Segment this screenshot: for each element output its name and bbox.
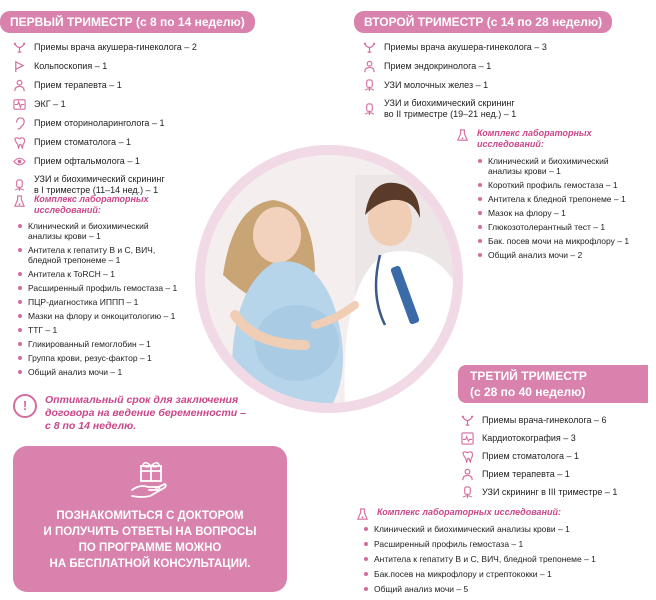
lab-item-label: Бак. посев мочи на микрофлору – 1 (488, 236, 630, 246)
lab-item (476, 222, 651, 232)
service-item (460, 450, 650, 463)
t1-services (12, 41, 242, 202)
lab-item-label: Антитела к гепатиту В и С, ВИЧ, (28, 245, 156, 255)
doctor-icon (460, 468, 474, 481)
tooth-icon (460, 450, 474, 463)
t1-title: ПЕРВЫЙ ТРИМЕСТР (с 8 по 14 неделю) (0, 11, 255, 33)
service-label: Кардиотокография – 3 (482, 433, 576, 443)
lab-item (476, 250, 651, 260)
cta-line-1: ПОЗНАКОМИТЬСЯ С ДОКТОРОМ (56, 510, 244, 522)
service-item (460, 414, 650, 427)
note-line-3: с 8 по 14 неделю. (45, 420, 137, 432)
t3-services (460, 414, 650, 504)
note-line-2: договора на ведение беременности – (45, 407, 246, 419)
lab-item (476, 156, 651, 176)
speculum-icon (12, 60, 26, 73)
t2-lab-title-2: исследований: (477, 139, 544, 149)
cta-line-2: И ПОЛУЧИТЬ ОТВЕТЫ НА ВОПРОСЫ (43, 526, 257, 538)
service-label: УЗИ молочных желез – 1 (384, 80, 489, 90)
service-item (12, 155, 242, 168)
service-item (12, 117, 242, 130)
service-label: Прием стоматолога – 1 (34, 137, 132, 147)
lab-item (16, 245, 216, 265)
consultation-photo (205, 155, 453, 403)
lab-item-label: Расширенный профиль гемостаза – 1 (28, 283, 178, 293)
t3-lab-list (362, 524, 652, 599)
service-item (460, 486, 650, 499)
lab-item (16, 221, 216, 241)
cta-line-4: НА БЕСПЛАТНОЙ КОНСУЛЬТАЦИИ. (49, 558, 251, 570)
lab-item-label: ПЦР-диагностика ИППП – 1 (28, 297, 139, 307)
lab-item (16, 311, 216, 321)
uterus-icon (12, 41, 26, 54)
service-label-line-2: во II триместре (19–21 нед.) – 1 (384, 109, 517, 119)
lab-item (476, 180, 651, 190)
service-label: Прием эндокринолога – 1 (384, 61, 492, 71)
t1-lab-list (16, 221, 216, 381)
lab-item-label-line-2: анализы крови – 1 (28, 231, 101, 241)
ultrasound-icon (460, 486, 474, 499)
t1-lab-heading (12, 194, 149, 216)
service-item (362, 79, 632, 92)
service-item (460, 468, 650, 481)
exclamation-icon: ! (13, 394, 37, 418)
lab-item (16, 297, 216, 307)
service-item (12, 174, 242, 196)
service-label: Приемы врача акушера-гинеколога – 2 (34, 42, 197, 52)
lab-item (16, 283, 216, 293)
service-label: УЗИ скрининг в III триместре – 1 (482, 487, 618, 497)
service-label-line-2: в I триместре (11–14 нед.) – 1 (34, 185, 159, 195)
service-item (362, 60, 632, 73)
service-label: Прием терапевта – 1 (482, 469, 570, 479)
service-label: УЗИ и биохимический скрининг (384, 98, 515, 108)
service-label: Прием оториноларинголога – 1 (34, 118, 165, 128)
lab-item-label: Антитела к ToRCH – 1 (28, 269, 115, 279)
lab-item (362, 554, 652, 564)
t1-lab-title-2: исследований: (34, 205, 101, 215)
t2-title: ВТОРОЙ ТРИМЕСТР (с 14 по 28 неделю) (354, 11, 612, 33)
service-label: Прием офтальмолога – 1 (34, 156, 140, 166)
t3-lab-title: Комплекс лабораторных исследований: (377, 507, 561, 517)
lab-item (16, 269, 216, 279)
consultation-cta[interactable] (13, 446, 287, 592)
lab-item (362, 569, 652, 579)
service-item (12, 41, 242, 54)
ultrasound-icon (362, 79, 376, 92)
ctg-icon (460, 432, 474, 445)
service-item (12, 60, 242, 73)
lab-item-label: Общий анализ мочи – 1 (28, 367, 123, 377)
lab-item (16, 367, 216, 377)
lab-item (362, 524, 652, 534)
t2-lab-list (476, 156, 651, 264)
contract-note (13, 394, 263, 433)
t3-title-1: ТРЕТИЙ ТРИМЕСТР (470, 369, 587, 383)
lab-item (476, 236, 651, 246)
lab-item-label: Расширенный профиль гемостаза – 1 (374, 539, 524, 549)
t3-lab-heading (355, 507, 561, 521)
lab-item-label: Короткий профиль гемостаза – 1 (488, 180, 618, 190)
t3-title-2: (с 28 по 40 неделю) (470, 385, 586, 399)
t2-lab-title-1: Комплекс лабораторных (477, 128, 592, 138)
ultrasound-icon (362, 103, 376, 116)
doctor-icon (12, 79, 26, 92)
eye-icon (12, 155, 26, 168)
flask-icon (355, 508, 369, 521)
lab-item-label: Глюкозотолерантный тест – 1 (488, 222, 606, 232)
flask-icon (12, 195, 26, 208)
lab-item (476, 194, 651, 204)
uterus-icon (362, 41, 376, 54)
lab-item-label: Клинический и биохимический анализы крови – 1 (374, 524, 570, 534)
lab-item-label: Гликированный гемоглобин – 1 (28, 339, 151, 349)
t1-lab-title-1: Комплекс лабораторных (34, 194, 149, 204)
lab-item-label: Антитела к гепатиту В и С, ВИЧ, бледной трепонеме – 1 (374, 554, 596, 564)
note-line-1: Оптимальный срок для заключения (45, 394, 239, 406)
lab-item-label: Бак.посев на микрофлору и стрептококки – 1 (374, 569, 552, 579)
service-label: ЭКГ – 1 (34, 99, 66, 109)
lab-item-label-line-2: анализы крови – 1 (488, 166, 561, 176)
cta-line-3: ПО ПРОГРАММЕ МОЖНО (78, 542, 222, 554)
lab-item-label-line-2: бледной трепонеме – 1 (28, 255, 121, 265)
t2-lab-heading (455, 128, 592, 150)
flask-icon (455, 129, 469, 142)
service-label: Приемы врача-гинеколога – 6 (482, 415, 607, 425)
lab-item-label: Общий анализ мочи – 2 (488, 250, 583, 260)
lab-item-label: Группа крови, резус-фактор – 1 (28, 353, 152, 363)
service-label: Приемы врача акушера-гинеколога – 3 (384, 42, 547, 52)
lab-item-label: Мазки на флору и онкоцитологию – 1 (28, 311, 176, 321)
t2-services (362, 41, 632, 126)
lab-item (16, 353, 216, 363)
uterus-icon (460, 414, 474, 427)
ear-icon (12, 117, 26, 130)
lab-item (16, 339, 216, 349)
lab-item-label: Общий анализ мочи – 5 (374, 584, 469, 594)
lab-item (362, 539, 652, 549)
service-item (362, 41, 632, 54)
service-item (12, 79, 242, 92)
service-item (362, 98, 632, 120)
service-item (460, 432, 650, 445)
service-label: Прием терапевта – 1 (34, 80, 122, 90)
lab-item-label: Клинический и биохимический (488, 156, 609, 166)
service-item (12, 136, 242, 149)
lab-item (362, 584, 652, 594)
service-label: УЗИ и биохимический скрининг (34, 174, 165, 184)
lab-item-label: Мазок на флору – 1 (488, 208, 566, 218)
lab-item (16, 325, 216, 335)
ecg-icon (12, 98, 26, 111)
service-item (12, 98, 242, 111)
lab-item-label: Антитела к бледной трепонеме – 1 (488, 194, 626, 204)
gift-hand-icon (129, 460, 173, 505)
service-label: Кольпоскопия – 1 (34, 61, 108, 71)
lab-item (476, 208, 651, 218)
lab-item-label: ТТГ – 1 (28, 325, 58, 335)
doctor-icon (362, 60, 376, 73)
t3-title (458, 365, 648, 403)
lab-item-label: Клинический и биохимический (28, 221, 149, 231)
service-label: Прием стоматолога – 1 (482, 451, 580, 461)
ultrasound-icon (12, 179, 26, 192)
tooth-icon (12, 136, 26, 149)
